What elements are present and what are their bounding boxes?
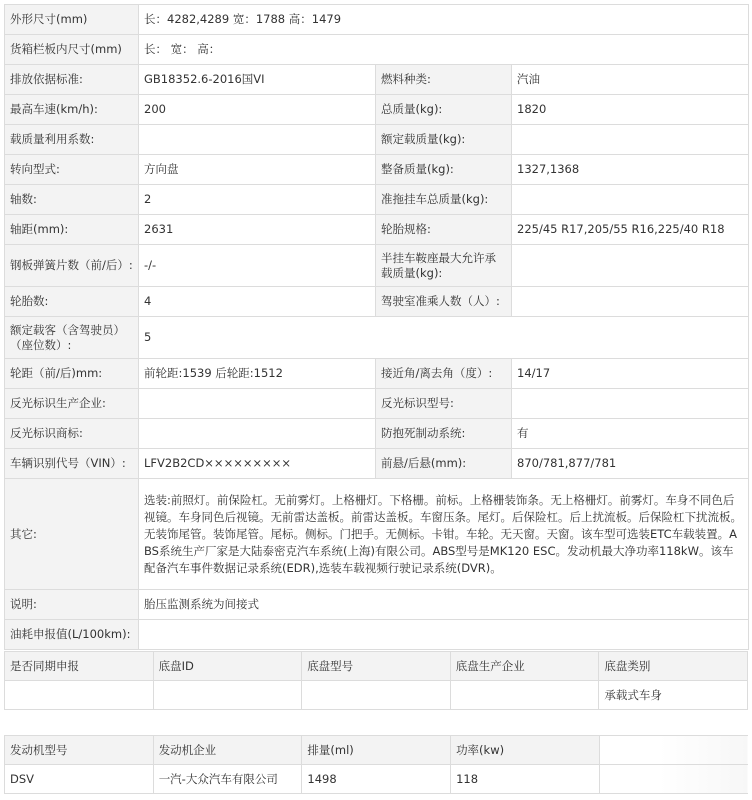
fuel-consumption-label: 油耗申报值(L/100km): [5, 620, 139, 650]
cab-occupants-value [512, 287, 749, 317]
other-value: 选装:前照灯。前保险杠。无前雾灯。上格栅灯。下格栅。前标。上格栅装饰条。无上格栅灯。前雾灯。车身不同色后视镜。车身同色后视镜。无前雷达盖板。前雷达盖板。车窗压条。尾灯。后保险杠。后上扰流板。后保险杠下扰流板。无装饰尾管。装饰尾管。尾标。侧标。门把手。无侧标。卡钳。车轮。无天窗。天窗。该车型可选装ETC车载装置。ABS系统生产厂家是大陆泰密克汽车系统(上海)有限公司。ABS型号是MK120 ESC。发动机最大净功率118kW。该车配备汽车事件数据记录系统(EDR),选装车载视频行驶记录系统(DVR)。 [139, 479, 749, 590]
engine-header-row [5, 736, 749, 765]
vehicle-spec-table [4, 4, 749, 650]
spec-row [5, 287, 749, 317]
steering-type-value: 方向盘 [139, 155, 376, 185]
dimensions-value: 长：4282,4289 宽：1788 高：1479 [139, 5, 749, 35]
chassis-data-row [5, 681, 748, 710]
engine-cell [599, 765, 748, 794]
rated-load-value [512, 125, 749, 155]
overhang-value: 870/781,877/781 [512, 449, 749, 479]
saddle-load-value [512, 245, 749, 287]
cargo-box-value: 长： 宽： 高： [139, 35, 749, 65]
curb-weight-label: 整备质量(kg): [376, 155, 512, 185]
tire-count-label: 轮胎数: [5, 287, 139, 317]
chassis-cell [302, 681, 451, 710]
engine-cell: DSV [5, 765, 154, 794]
fuel-consumption-value [139, 620, 749, 650]
track-width-value: 前轮距:1539 后轮距:1512 [139, 359, 376, 389]
abs-label: 防抱死制动系统: [376, 419, 512, 449]
spec-row-dimensions [5, 5, 749, 35]
seat-count-value: 5 [139, 317, 749, 359]
spec-row [5, 215, 749, 245]
tire-spec-label: 轮胎规格: [376, 215, 512, 245]
chassis-header-row [5, 652, 748, 681]
spec-row [5, 185, 749, 215]
seat-count-label: 额定载客（含驾驶员）（座位数）: [5, 317, 139, 359]
note-label: 说明: [5, 590, 139, 620]
spec-row [5, 419, 749, 449]
reflector-model-label: 反光标识型号: [376, 389, 512, 419]
spec-row [5, 359, 749, 389]
spec-row [5, 65, 749, 95]
engine-header-cell: 发动机型号 [5, 736, 154, 765]
leaf-spring-label: 钢板弹簧片数（前/后）: [5, 245, 139, 287]
note-value: 胎压监测系统为间接式 [139, 590, 749, 620]
spec-row-note [5, 590, 749, 620]
reflector-brand-label: 反光标识商标: [5, 419, 139, 449]
fuel-type-value: 汽油 [512, 65, 749, 95]
dimensions-label: 外形尺寸(mm) [5, 5, 139, 35]
emission-standard-value: GB18352.6-2016国VI [139, 65, 376, 95]
emission-standard-label: 排放依据标准: [5, 65, 139, 95]
total-mass-label: 总质量(kg): [376, 95, 512, 125]
tire-count-value: 4 [139, 287, 376, 317]
axle-count-label: 轴数: [5, 185, 139, 215]
spec-row-fuel-consumption [5, 620, 749, 650]
engine-cell: 一汽-大众汽车有限公司 [153, 765, 302, 794]
engine-header-cell: 排量(ml) [302, 736, 451, 765]
reflector-maker-value [139, 389, 376, 419]
chassis-header-cell: 底盘ID [153, 652, 302, 681]
reflector-brand-value [139, 419, 376, 449]
max-speed-label: 最高车速(km/h): [5, 95, 139, 125]
engine-data-row [5, 765, 749, 794]
spec-row [5, 95, 749, 125]
chassis-table [4, 651, 748, 710]
spec-row [5, 125, 749, 155]
spec-row [5, 389, 749, 419]
spec-row-other [5, 479, 749, 590]
chassis-cell [153, 681, 302, 710]
cab-occupants-label: 驾驶室准乘人数（人）: [376, 287, 512, 317]
chassis-header-cell: 底盘生产企业 [450, 652, 599, 681]
track-width-label: 轮距（前/后)mm: [5, 359, 139, 389]
approach-angle-label: 接近角/离去角（度）: [376, 359, 512, 389]
engine-header-cell: 发动机企业 [153, 736, 302, 765]
chassis-header-cell: 是否同期申报 [5, 652, 154, 681]
max-speed-value: 200 [139, 95, 376, 125]
saddle-load-label: 半挂车鞍座最大允许承载质量(kg): [376, 245, 512, 287]
trailer-mass-value [512, 185, 749, 215]
fuel-type-label: 燃料种类: [376, 65, 512, 95]
reflector-model-value [512, 389, 749, 419]
engine-table [4, 735, 748, 794]
overhang-label: 前悬/后悬(mm): [376, 449, 512, 479]
chassis-cell: 承载式车身 [599, 681, 748, 710]
chassis-cell [450, 681, 599, 710]
spec-row [5, 449, 749, 479]
axle-count-value: 2 [139, 185, 376, 215]
load-coefficient-value [139, 125, 376, 155]
engine-cell: 118 [451, 765, 600, 794]
other-label: 其它: [5, 479, 139, 590]
steering-type-label: 转向型式: [5, 155, 139, 185]
wheelbase-label: 轴距(mm): [5, 215, 139, 245]
engine-cell: 1498 [302, 765, 451, 794]
chassis-header-cell: 底盘类别 [599, 652, 748, 681]
reflector-maker-label: 反光标识生产企业: [5, 389, 139, 419]
vin-value: LFV2B2CD××××××××× [139, 449, 376, 479]
vin-label: 车辆识别代号（VIN）: [5, 449, 139, 479]
engine-header-cell [599, 736, 748, 765]
approach-angle-value: 14/17 [512, 359, 749, 389]
total-mass-value: 1820 [512, 95, 749, 125]
wheelbase-value: 2631 [139, 215, 376, 245]
spec-row [5, 155, 749, 185]
cargo-box-label: 货箱栏板内尺寸(mm) [5, 35, 139, 65]
chassis-cell [5, 681, 154, 710]
abs-value: 有 [512, 419, 749, 449]
rated-load-label: 额定载质量(kg): [376, 125, 512, 155]
spec-row-seats [5, 317, 749, 359]
spec-row-cargo-box [5, 35, 749, 65]
engine-header-cell: 功率(kw) [451, 736, 600, 765]
tire-spec-value: 225/45 R17,205/55 R16,225/40 R18 [512, 215, 749, 245]
spec-row [5, 245, 749, 287]
curb-weight-value: 1327,1368 [512, 155, 749, 185]
load-coefficient-label: 载质量利用系数: [5, 125, 139, 155]
leaf-spring-value: -/- [139, 245, 376, 287]
trailer-mass-label: 准拖挂车总质量(kg): [376, 185, 512, 215]
chassis-header-cell: 底盘型号 [302, 652, 451, 681]
